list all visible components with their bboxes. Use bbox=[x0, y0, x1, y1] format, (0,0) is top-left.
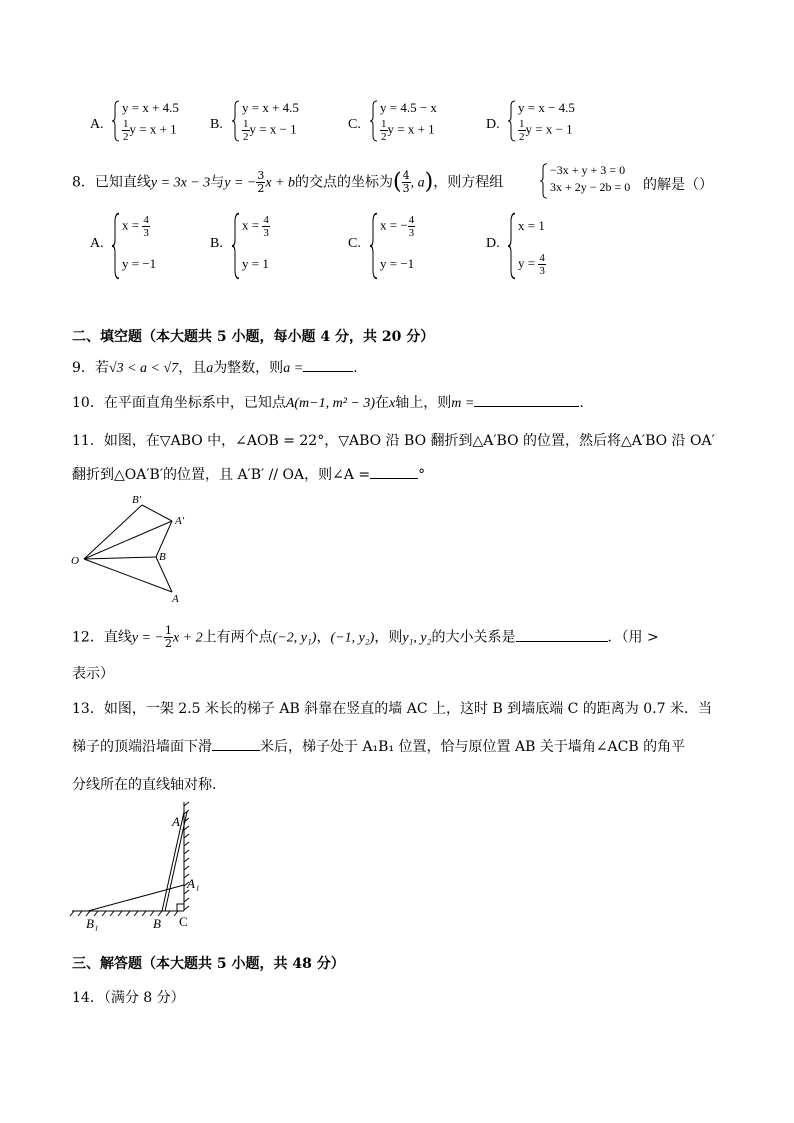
question-10: 10．在平面直角坐标系中，已知点A(m−1, m² − 3)在x轴上，则m = . bbox=[72, 392, 584, 412]
label-b: B bbox=[153, 916, 161, 931]
answer-blank[interactable] bbox=[516, 627, 608, 642]
label-a: A bbox=[172, 814, 180, 829]
brace-icon bbox=[508, 100, 516, 142]
segment-o-b bbox=[84, 557, 156, 559]
option-label: C. bbox=[348, 117, 361, 132]
label-o: O bbox=[71, 555, 79, 567]
equation-2: $\frac{1}{2}$ y = x − 1 bbox=[519, 118, 573, 143]
x-equation: x = − $\frac{4}{3}$ bbox=[380, 214, 415, 239]
equation-2: $\frac{1}{2}$ y = x + 1 bbox=[123, 118, 177, 143]
system-eq-1: −3x + y + 3 = 0 bbox=[550, 163, 626, 177]
brace-icon bbox=[112, 100, 120, 142]
x-equation: x = 1 bbox=[518, 218, 545, 233]
answer-blank[interactable] bbox=[370, 464, 418, 479]
label-b-prime: B′ bbox=[132, 494, 142, 506]
section-3-heading: 三、解答题（本大题共 5 小题，共 48 分） bbox=[72, 956, 345, 972]
label-a-prime: A′ bbox=[175, 515, 185, 527]
question-11-line-2: 翻折到△OA′B′的位置，且 A′B′ // OA，则∠A = ° bbox=[72, 464, 425, 484]
y-equation: y = −1 bbox=[380, 256, 415, 271]
brace-icon bbox=[540, 163, 548, 199]
brace-icon bbox=[508, 212, 516, 280]
question-12: 12．直线y = − $\frac{1}{2}$ x + 2上有两个点(−2, y₁)，(−1, y₂)，则y₁, y₂的大小关系是 ．（用 > bbox=[72, 624, 659, 650]
equation-1: y = x + 4.5 bbox=[242, 100, 299, 115]
option-label: D. bbox=[486, 236, 500, 251]
ladder-a1b1 bbox=[88, 885, 184, 911]
y-equation: y = 1 bbox=[242, 256, 269, 271]
brace-icon bbox=[370, 100, 378, 142]
y-equation: y = $\frac{4}{3}$ bbox=[518, 252, 545, 277]
x-equation: x = $\frac{4}{3}$ bbox=[122, 214, 149, 239]
label-a: A bbox=[172, 593, 179, 604]
equation-2: $\frac{1}{2}$ y = x + 1 bbox=[381, 118, 435, 143]
brace-icon bbox=[370, 212, 378, 280]
figure-q13 bbox=[66, 800, 206, 935]
equation-1: y = x + 4.5 bbox=[122, 100, 179, 115]
question-8-tail: 的解是（） bbox=[643, 177, 713, 193]
brace-icon bbox=[232, 100, 240, 142]
y-equation: y = −1 bbox=[122, 256, 157, 271]
question-13-line-2: 梯子的顶端沿墙面下滑 米后，梯子处于 A₁B₁ 位置，恰与原位置 AB 关于墙角∠ACB 的角平 bbox=[72, 736, 685, 756]
wall-hatching bbox=[184, 802, 189, 910]
brace-icon bbox=[232, 212, 240, 280]
system-eq-2: 3x + 2y − 2b = 0 bbox=[550, 180, 631, 194]
x-equation: x = $\frac{4}{3}$ bbox=[242, 214, 269, 239]
segment-b1-a1 bbox=[142, 505, 172, 521]
option-label: A. bbox=[90, 117, 104, 132]
figure-q11 bbox=[68, 492, 198, 604]
answer-blank[interactable] bbox=[212, 736, 260, 751]
answer-blank[interactable] bbox=[474, 392, 579, 407]
label-a1: A₁ bbox=[187, 876, 200, 891]
option-label: A. bbox=[90, 236, 104, 251]
option-label: B. bbox=[210, 236, 223, 251]
question-13-line-3: 分线所在的直线轴对称． bbox=[72, 777, 226, 793]
answer-blank[interactable] bbox=[303, 357, 353, 372]
brace-icon bbox=[112, 212, 120, 280]
option-label: C. bbox=[348, 236, 361, 251]
question-8-system bbox=[540, 163, 640, 199]
right-angle-mark bbox=[177, 904, 184, 911]
label-b: B bbox=[159, 551, 166, 563]
equation-1: y = x − 4.5 bbox=[518, 100, 575, 115]
question-13-line-1: 13．如图，一架 2.5 米长的梯子 AB 斜靠在竖直的墙 AC 上，这时 B 到墙底端 C 的距离为 0.7 米．当 bbox=[72, 701, 712, 717]
question-8-stem: 8．已知直线y = 3x − 3与y = − $\frac{3}{2}$ x + b的交点的坐标为( $\frac{4}{3}$ , a)，则方程组 bbox=[72, 169, 504, 195]
equation-2: $\frac{1}{2}$ y = x − 1 bbox=[243, 118, 297, 143]
option-label: D. bbox=[486, 117, 500, 132]
label-c: C bbox=[179, 914, 188, 929]
segment-o-b1 bbox=[84, 505, 142, 559]
equation-1: y = 4.5 − x bbox=[380, 100, 437, 115]
option-label: B. bbox=[210, 117, 223, 132]
label-b1: B₁ bbox=[86, 916, 99, 931]
question-9: 9．若√3 < a < √7，且a为整数，则a = . bbox=[72, 357, 358, 377]
question-12-line-2: 表示） bbox=[72, 666, 114, 682]
question-14: 14．（满分 8 分） bbox=[72, 990, 185, 1006]
section-2-heading: 二、填空题（本大题共 5 小题，每小题 4 分，共 20 分） bbox=[72, 329, 435, 345]
question-11-line-1: 11．如图，在▽ABO 中，∠AOB = 22°，▽ABO 沿 BO 翻折到△A′BO 的位置，然后将△A′BO 沿 OA′ bbox=[72, 433, 715, 449]
